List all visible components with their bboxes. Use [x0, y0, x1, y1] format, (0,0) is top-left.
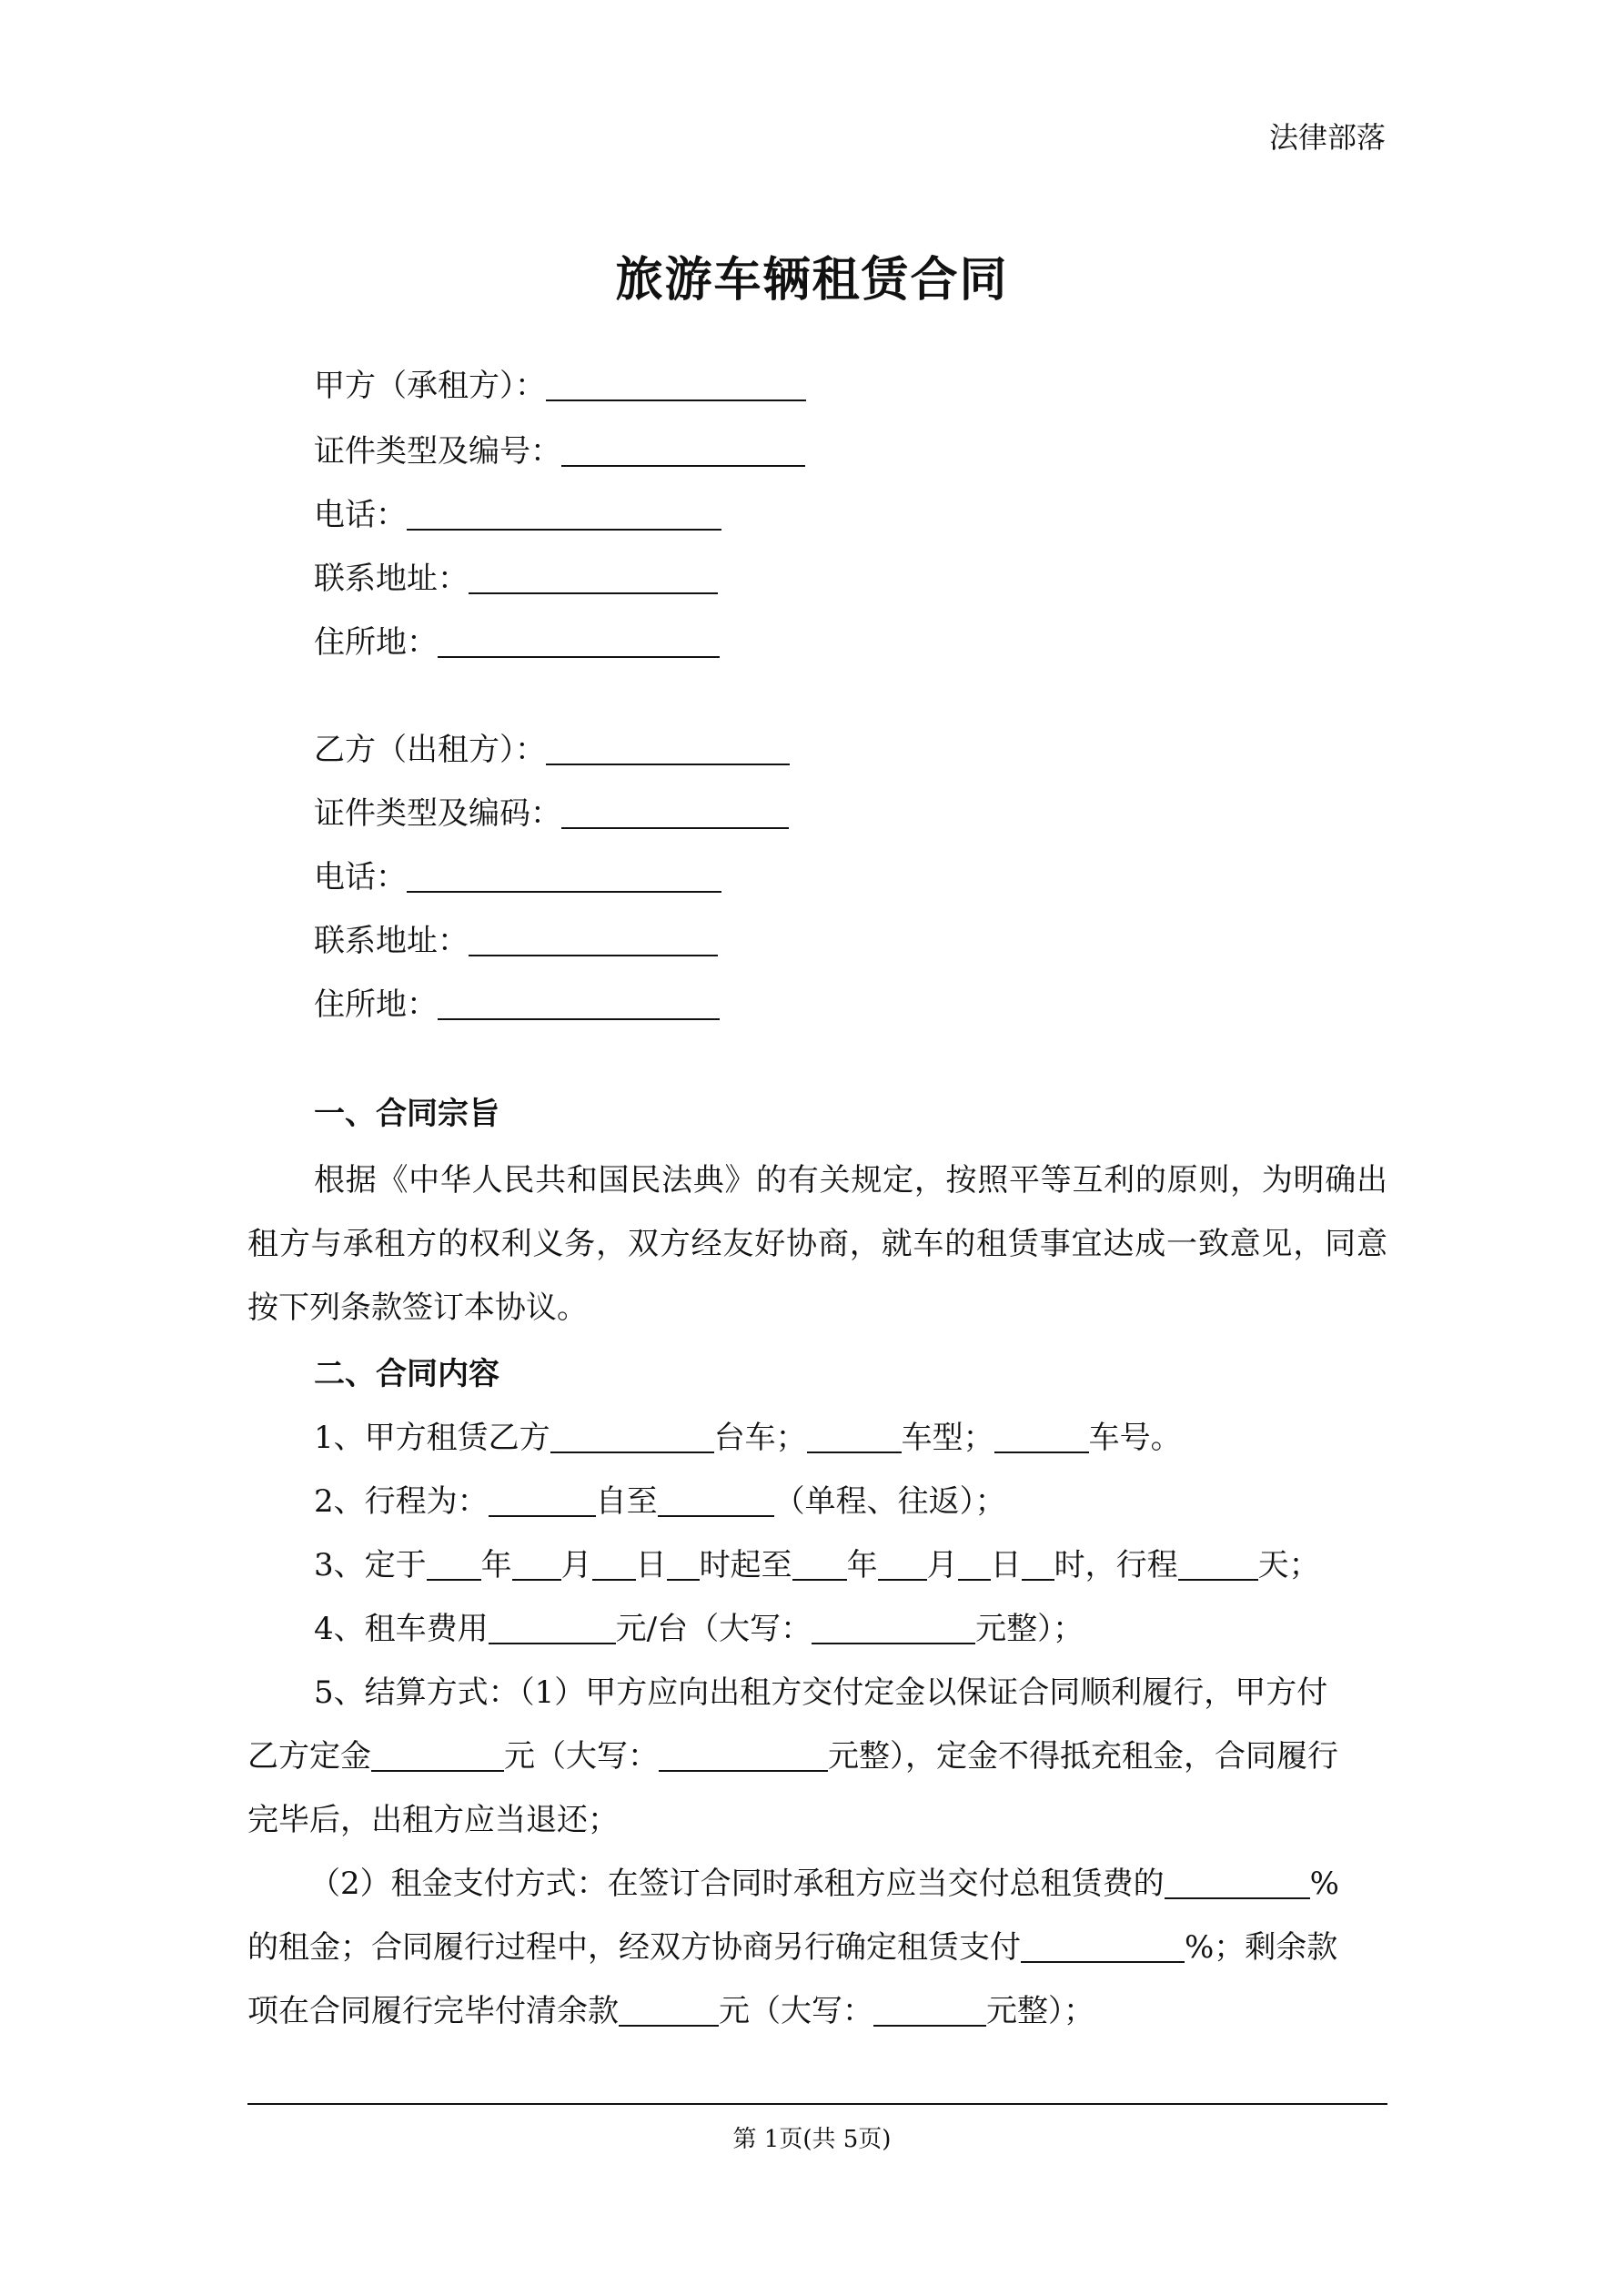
party-b-id-blank [561, 796, 789, 829]
item-4-blank-amount [489, 1612, 616, 1644]
item-2-text-b: 自至 [595, 1483, 658, 1520]
party-a-name-label: 甲方（承租方）： [314, 368, 546, 404]
section-1-heading: 一、合同宗旨 [314, 1096, 499, 1132]
item-5-text-c: 元（大写： [504, 1738, 659, 1775]
item-3-blank-hour-from [667, 1548, 700, 1581]
item-1 [314, 1418, 1182, 1458]
item-2-text-c: （单程、往返）； [773, 1483, 1006, 1520]
item-5-line-3 [247, 1800, 619, 1840]
item-3-text-a: 3、定于 [314, 1547, 427, 1583]
party-b-name-blank [546, 733, 790, 765]
item-5-2-line-1 [309, 1864, 1339, 1904]
item-3-blank-day-to [958, 1548, 991, 1581]
party-a-domicile-label: 住所地： [314, 624, 438, 661]
section-1-body: 根据《中华人民共和国民法典》的有关规定，按照平等互利的原则，为明确出租方与承租方的权利义务，双方经友好协商，就车的租赁事宜达成一致意见，同意按下列条款签订本协议。 [247, 1162, 1387, 1326]
item-5-2-text-e: 项在合同履行完毕付清余款 [247, 1993, 619, 2029]
page-number: 第 1页(共 5页) [732, 2126, 892, 2153]
item-1-blank-model [807, 1421, 902, 1453]
party-b-contact-blank [469, 924, 718, 956]
item-2-blank-from [489, 1484, 596, 1517]
item-5-2-blank-percent-2 [1021, 1930, 1185, 1963]
item-1-text-c: 车型； [901, 1420, 994, 1456]
item-5-text-e: 完毕后，出租方应当退还； [247, 1802, 619, 1838]
item-2-blank-to [658, 1484, 774, 1517]
item-5-2-text-c: 的租金；合同履行过程中，经双方协商另行确定租赁支付 [247, 1929, 1021, 1966]
item-3-blank-year-from [427, 1548, 481, 1581]
item-5-2-blank-balance-words [873, 1994, 986, 2027]
party-b-domicile-blank [438, 987, 720, 1020]
party-a-domicile-blank [438, 625, 720, 658]
item-3-day-from: 日 [635, 1547, 667, 1583]
item-4-text-a: 4、租车费用 [314, 1611, 489, 1647]
party-a-phone-label: 电话： [314, 497, 407, 533]
item-1-blank-count [550, 1421, 714, 1453]
item-3-blank-days [1178, 1548, 1258, 1581]
item-5-2-line-3 [247, 1991, 1094, 2031]
section-2-heading: 二、合同内容 [314, 1356, 499, 1392]
party-b-domicile-label: 住所地： [314, 986, 438, 1023]
party-b-domicile-row [314, 985, 720, 1025]
item-5-2-blank-percent [1165, 1866, 1310, 1899]
party-b-name-label: 乙方（出租方）： [314, 732, 546, 768]
document-title: 旅游车辆租赁合同 [615, 253, 1009, 308]
item-5-blank-deposit [371, 1739, 504, 1772]
item-3-month-from: 月 [560, 1547, 592, 1583]
item-5-2-text-b: % [1309, 1866, 1339, 1902]
item-3-day-to: 日 [990, 1547, 1022, 1583]
party-a-id-row [314, 431, 805, 471]
item-2 [314, 1482, 1006, 1522]
item-3-hour-from: 时起至 [699, 1547, 792, 1583]
item-1-text-b: 台车； [713, 1420, 807, 1456]
item-3-month-to: 月 [926, 1547, 958, 1583]
party-b-contact-label: 联系地址： [314, 923, 469, 959]
item-1-text-a: 1、甲方租赁乙方 [314, 1420, 550, 1456]
item-4 [314, 1609, 1084, 1649]
party-b-phone-row [314, 857, 721, 897]
item-4-text-b: 元/台（大写： [615, 1611, 812, 1647]
item-3-blank-year-to [792, 1548, 847, 1581]
item-4-blank-amount-words [812, 1612, 975, 1644]
party-b-id-row [314, 794, 789, 834]
item-3-blank-month-from [512, 1548, 561, 1581]
item-3-year-from: 年 [480, 1547, 512, 1583]
item-5-text-b: 乙方定金 [247, 1738, 371, 1775]
party-a-contact-blank [469, 561, 718, 594]
item-3-hour-to: 时，行程 [1054, 1547, 1178, 1583]
party-b-id-label: 证件类型及编码： [314, 795, 561, 832]
item-5-text-a: 5、结算方式：（1）甲方应向出租方交付定金以保证合同顺利履行，甲方付 [314, 1674, 1328, 1711]
party-a-name-row [314, 366, 806, 406]
item-5-2-blank-balance [619, 1994, 719, 2027]
party-a-domicile-row [314, 622, 720, 663]
party-a-phone-blank [407, 498, 721, 531]
party-b-phone-blank [407, 860, 721, 893]
item-3-blank-hour-to [1022, 1548, 1054, 1581]
item-3-blank-month-to [878, 1548, 927, 1581]
party-a-id-blank [561, 434, 805, 467]
item-4-text-c: 元整）； [975, 1611, 1084, 1647]
party-a-contact-label: 联系地址： [314, 561, 469, 597]
item-2-text-a: 2、行程为： [314, 1483, 489, 1520]
item-5-2-text-f: 元（大写： [719, 1993, 873, 2029]
item-5-2-text-g: 元整）； [986, 1993, 1094, 2029]
party-a-contact-row [314, 559, 718, 599]
item-3-year-to: 年 [846, 1547, 878, 1583]
item-1-text-d: 车号。 [1088, 1420, 1182, 1456]
item-3-blank-day-from [592, 1548, 636, 1581]
item-5-2-text-d: %；剩余款 [1185, 1929, 1338, 1966]
item-3-days: 天； [1257, 1547, 1320, 1583]
item-5-text-d: 元整），定金不得抵充租金，合同履行 [828, 1738, 1338, 1775]
party-b-phone-label: 电话： [314, 859, 407, 895]
party-a-phone-row [314, 495, 721, 535]
party-a-name-blank [546, 369, 806, 401]
item-3 [314, 1545, 1320, 1585]
footer-rule [247, 2103, 1387, 2105]
party-a-id-label: 证件类型及编号： [314, 433, 561, 470]
header-mark: 法律部落 [1268, 120, 1386, 155]
party-b-name-row [314, 730, 790, 770]
item-5-line-1 [314, 1673, 1327, 1713]
item-5-line-2 [247, 1736, 1338, 1776]
party-b-contact-row [314, 921, 718, 961]
item-5-blank-deposit-words [659, 1739, 828, 1772]
item-5-2-text-a: （2）租金支付方式：在签订合同时承租方应当交付总租赁费的 [309, 1866, 1165, 1902]
item-5-2-line-2 [247, 1927, 1337, 1967]
item-1-blank-plate [994, 1421, 1089, 1453]
